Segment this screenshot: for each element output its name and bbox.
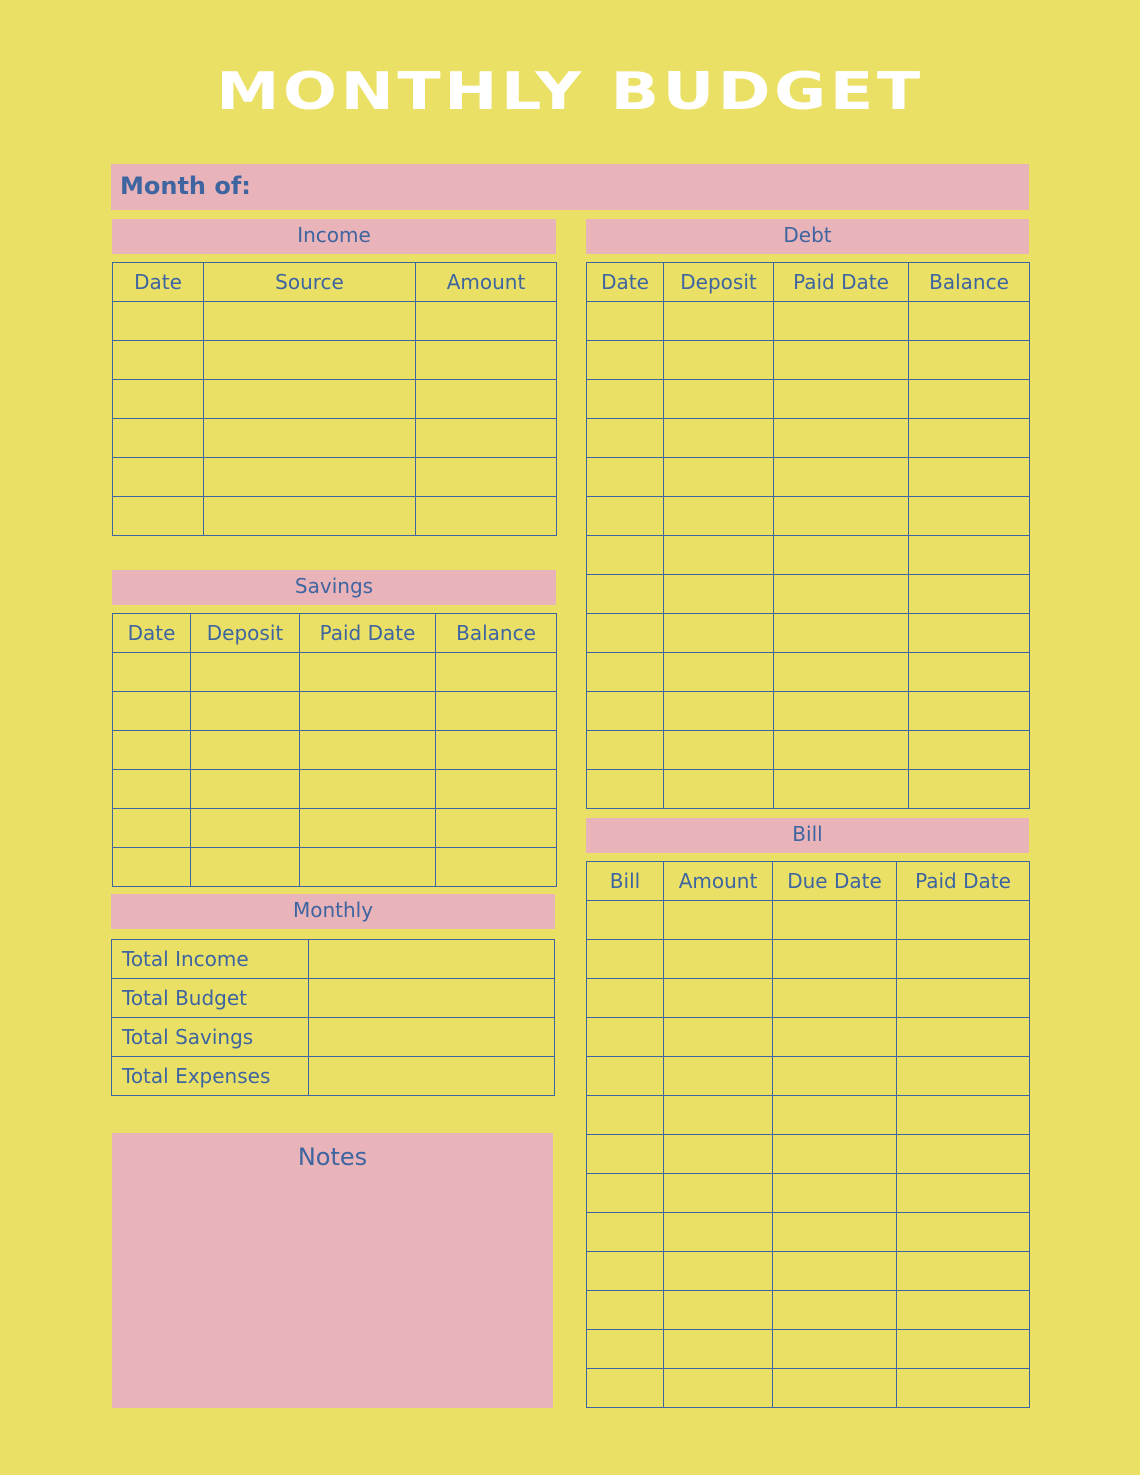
income-row-cell[interactable] <box>113 419 204 458</box>
debt-row-cell[interactable] <box>909 575 1030 614</box>
bill-row-cell[interactable] <box>664 1213 773 1252</box>
debt-header-date: Date <box>587 263 664 302</box>
debt-row-cell[interactable] <box>587 302 664 341</box>
debt-row <box>587 419 1030 458</box>
total-savings-label: Total Savings <box>112 1018 309 1057</box>
total-budget-value[interactable] <box>309 979 555 1018</box>
debt-row-cell[interactable] <box>587 653 664 692</box>
monthly-section-header: Monthly <box>111 894 555 929</box>
income-header-amount: Amount <box>416 263 557 302</box>
monthly-row-total-expenses <box>112 1057 555 1096</box>
monthly-row-total-budget <box>112 979 555 1018</box>
savings-row-cell[interactable] <box>436 653 557 692</box>
debt-row-cell[interactable] <box>774 302 909 341</box>
bill-header-due-date: Due Date <box>773 862 897 901</box>
debt-row-cell[interactable] <box>587 419 664 458</box>
bill-row-cell[interactable] <box>587 1291 664 1330</box>
income-row-cell[interactable] <box>416 302 557 341</box>
savings-row-cell[interactable] <box>300 848 436 887</box>
bill-row-cell[interactable] <box>587 1369 664 1408</box>
debt-row-cell[interactable] <box>587 380 664 419</box>
debt-row-cell[interactable] <box>587 458 664 497</box>
bill-row <box>587 1135 1030 1174</box>
bill-row-cell[interactable] <box>897 1213 1030 1252</box>
bill-row-cell[interactable] <box>897 1291 1030 1330</box>
debt-row-cell[interactable] <box>587 770 664 809</box>
bill-row-cell[interactable] <box>897 979 1030 1018</box>
debt-row-cell[interactable] <box>664 536 774 575</box>
bill-row <box>587 1174 1030 1213</box>
debt-row-cell[interactable] <box>664 653 774 692</box>
bill-row-cell[interactable] <box>773 979 897 1018</box>
debt-row-cell[interactable] <box>909 770 1030 809</box>
debt-row <box>587 536 1030 575</box>
bill-row-cell[interactable] <box>587 1135 664 1174</box>
bill-row-cell[interactable] <box>897 1252 1030 1291</box>
monthly-row-total-income <box>112 940 555 979</box>
bill-row-cell[interactable] <box>897 1057 1030 1096</box>
income-row-cell[interactable] <box>204 341 416 380</box>
debt-row-cell[interactable] <box>774 497 909 536</box>
income-row-cell[interactable] <box>416 380 557 419</box>
debt-row <box>587 497 1030 536</box>
savings-header-balance: Balance <box>436 614 557 653</box>
income-row <box>113 497 557 536</box>
savings-row-cell[interactable] <box>300 653 436 692</box>
debt-row-cell[interactable] <box>909 458 1030 497</box>
income-row-cell[interactable] <box>204 458 416 497</box>
income-table <box>112 262 557 536</box>
savings-row-cell[interactable] <box>300 770 436 809</box>
savings-row-cell[interactable] <box>191 770 300 809</box>
bill-row-cell[interactable] <box>773 1174 897 1213</box>
bill-row-cell[interactable] <box>664 1252 773 1291</box>
monthly-row-total-savings <box>112 1018 555 1057</box>
savings-row-cell[interactable] <box>191 653 300 692</box>
debt-row-cell[interactable] <box>774 380 909 419</box>
income-row <box>113 419 557 458</box>
bill-row-cell[interactable] <box>897 1135 1030 1174</box>
income-row-cell[interactable] <box>416 497 557 536</box>
debt-row-cell[interactable] <box>587 497 664 536</box>
bill-row-cell[interactable] <box>587 940 664 979</box>
debt-row <box>587 653 1030 692</box>
debt-row-cell[interactable] <box>664 380 774 419</box>
debt-row <box>587 302 1030 341</box>
debt-header-paid-date: Paid Date <box>774 263 909 302</box>
total-savings-value[interactable] <box>309 1018 555 1057</box>
income-section-header: Income <box>112 219 556 254</box>
bill-row-cell[interactable] <box>664 940 773 979</box>
debt-row-cell[interactable] <box>774 731 909 770</box>
bill-row-cell[interactable] <box>587 1057 664 1096</box>
income-row-cell[interactable] <box>416 419 557 458</box>
savings-row-cell[interactable] <box>191 809 300 848</box>
bill-row <box>587 940 1030 979</box>
debt-row-cell[interactable] <box>909 302 1030 341</box>
debt-row-cell[interactable] <box>587 692 664 731</box>
debt-row-cell[interactable] <box>587 536 664 575</box>
savings-table <box>112 613 557 887</box>
notes-box[interactable] <box>112 1133 553 1408</box>
savings-row-cell[interactable] <box>191 731 300 770</box>
debt-row <box>587 614 1030 653</box>
savings-header-paid-date: Paid Date <box>300 614 436 653</box>
debt-row-cell[interactable] <box>664 419 774 458</box>
savings-row-cell[interactable] <box>436 770 557 809</box>
bill-row-cell[interactable] <box>587 1018 664 1057</box>
debt-row-cell[interactable] <box>909 692 1030 731</box>
income-row-cell[interactable] <box>204 302 416 341</box>
bill-row-cell[interactable] <box>773 901 897 940</box>
debt-row <box>587 692 1030 731</box>
savings-row-cell[interactable] <box>191 692 300 731</box>
savings-row <box>113 653 557 692</box>
total-budget-label: Total Budget <box>112 979 309 1018</box>
bill-table <box>586 861 1030 1408</box>
debt-row-cell[interactable] <box>664 497 774 536</box>
bill-row <box>587 1330 1030 1369</box>
income-row <box>113 458 557 497</box>
savings-row-cell[interactable] <box>113 692 191 731</box>
savings-row-cell[interactable] <box>300 731 436 770</box>
debt-row-cell[interactable] <box>664 692 774 731</box>
income-row-cell[interactable] <box>113 458 204 497</box>
debt-row-cell[interactable] <box>909 731 1030 770</box>
bill-row-cell[interactable] <box>664 1135 773 1174</box>
debt-row <box>587 458 1030 497</box>
debt-row-cell[interactable] <box>664 575 774 614</box>
savings-row <box>113 848 557 887</box>
debt-table <box>586 262 1030 809</box>
bill-row-cell[interactable] <box>773 1096 897 1135</box>
savings-row-cell[interactable] <box>300 692 436 731</box>
savings-row-cell[interactable] <box>436 848 557 887</box>
bill-header-bill: Bill <box>587 862 664 901</box>
debt-row-cell[interactable] <box>774 341 909 380</box>
debt-row-cell[interactable] <box>587 341 664 380</box>
bill-row-cell[interactable] <box>664 1174 773 1213</box>
income-row-cell[interactable] <box>113 497 204 536</box>
bill-row-cell[interactable] <box>897 1330 1030 1369</box>
debt-row-cell[interactable] <box>774 419 909 458</box>
bill-row-cell[interactable] <box>773 1252 897 1291</box>
debt-row-cell[interactable] <box>774 536 909 575</box>
savings-row-cell[interactable] <box>113 731 191 770</box>
savings-header-date: Date <box>113 614 191 653</box>
bill-row-cell[interactable] <box>664 1057 773 1096</box>
savings-row-cell[interactable] <box>113 653 191 692</box>
debt-row-cell[interactable] <box>774 653 909 692</box>
debt-row-cell[interactable] <box>664 770 774 809</box>
total-expenses-value[interactable] <box>309 1057 555 1096</box>
bill-row-cell[interactable] <box>773 1135 897 1174</box>
monthly-summary-table <box>111 939 555 1096</box>
bill-row <box>587 1018 1030 1057</box>
bill-row-cell[interactable] <box>664 1291 773 1330</box>
bill-row-cell[interactable] <box>664 1096 773 1135</box>
income-row-cell[interactable] <box>113 341 204 380</box>
debt-row-cell[interactable] <box>774 770 909 809</box>
income-row-cell[interactable] <box>416 458 557 497</box>
bill-row-cell[interactable] <box>664 979 773 1018</box>
debt-row <box>587 770 1030 809</box>
bill-row-cell[interactable] <box>773 1057 897 1096</box>
debt-header-balance: Balance <box>909 263 1030 302</box>
bill-row-cell[interactable] <box>897 1369 1030 1408</box>
savings-row-cell[interactable] <box>436 692 557 731</box>
income-header-date: Date <box>113 263 204 302</box>
bill-row-cell[interactable] <box>773 1369 897 1408</box>
income-row-cell[interactable] <box>204 380 416 419</box>
bill-row <box>587 901 1030 940</box>
bill-row-cell[interactable] <box>664 1369 773 1408</box>
bill-row-cell[interactable] <box>773 1330 897 1369</box>
bill-section-header: Bill <box>586 818 1029 853</box>
bill-row-cell[interactable] <box>587 1213 664 1252</box>
bill-header-amount: Amount <box>664 862 773 901</box>
debt-row-cell[interactable] <box>774 614 909 653</box>
debt-row-cell[interactable] <box>909 497 1030 536</box>
debt-row-cell[interactable] <box>664 341 774 380</box>
savings-row-cell[interactable] <box>436 809 557 848</box>
income-header-source: Source <box>204 263 416 302</box>
bill-row <box>587 979 1030 1018</box>
debt-row-cell[interactable] <box>774 692 909 731</box>
bill-row-cell[interactable] <box>773 1018 897 1057</box>
bill-row-cell[interactable] <box>664 1018 773 1057</box>
bill-header-paid-date: Paid Date <box>897 862 1030 901</box>
bill-row <box>587 1369 1030 1408</box>
savings-row-cell[interactable] <box>300 809 436 848</box>
debt-row-cell[interactable] <box>909 380 1030 419</box>
bill-row-cell[interactable] <box>664 901 773 940</box>
savings-row-cell[interactable] <box>113 809 191 848</box>
income-row-cell[interactable] <box>204 497 416 536</box>
income-row-cell[interactable] <box>113 302 204 341</box>
debt-row <box>587 341 1030 380</box>
income-row <box>113 302 557 341</box>
debt-row <box>587 380 1030 419</box>
income-row <box>113 341 557 380</box>
bill-row-cell[interactable] <box>897 1174 1030 1213</box>
debt-row-cell[interactable] <box>587 575 664 614</box>
debt-row-cell[interactable] <box>664 614 774 653</box>
savings-row-cell[interactable] <box>436 731 557 770</box>
bill-row <box>587 1291 1030 1330</box>
bill-row-cell[interactable] <box>587 979 664 1018</box>
savings-row <box>113 692 557 731</box>
debt-row-cell[interactable] <box>909 536 1030 575</box>
debt-row-cell[interactable] <box>774 575 909 614</box>
savings-row <box>113 770 557 809</box>
bill-row-cell[interactable] <box>587 1174 664 1213</box>
income-row-cell[interactable] <box>113 380 204 419</box>
bill-row-cell[interactable] <box>897 940 1030 979</box>
savings-row-cell[interactable] <box>191 848 300 887</box>
savings-row <box>113 731 557 770</box>
debt-section-header: Debt <box>586 219 1029 254</box>
bill-row-cell[interactable] <box>897 1018 1030 1057</box>
income-row <box>113 380 557 419</box>
debt-row-cell[interactable] <box>587 731 664 770</box>
total-income-value[interactable] <box>309 940 555 979</box>
bill-row-cell[interactable] <box>587 1096 664 1135</box>
bill-row-cell[interactable] <box>587 901 664 940</box>
savings-header-deposit: Deposit <box>191 614 300 653</box>
debt-row <box>587 575 1030 614</box>
savings-row <box>113 809 557 848</box>
notes-title: Notes <box>297 1143 368 1171</box>
page-title: MONTHLY BUDGET <box>216 62 924 122</box>
total-expenses-label: Total Expenses <box>112 1057 309 1096</box>
debt-row-cell[interactable] <box>664 302 774 341</box>
debt-row-cell[interactable] <box>587 614 664 653</box>
debt-row-cell[interactable] <box>774 458 909 497</box>
bill-row <box>587 1213 1030 1252</box>
savings-row-cell[interactable] <box>113 770 191 809</box>
bill-row-cell[interactable] <box>897 1096 1030 1135</box>
bill-row <box>587 1252 1030 1291</box>
income-row-cell[interactable] <box>204 419 416 458</box>
debt-header-deposit: Deposit <box>664 263 774 302</box>
bill-row-cell[interactable] <box>897 901 1030 940</box>
bill-row-cell[interactable] <box>587 1330 664 1369</box>
debt-row-cell[interactable] <box>909 614 1030 653</box>
debt-row <box>587 731 1030 770</box>
savings-row-cell[interactable] <box>113 848 191 887</box>
debt-row-cell[interactable] <box>909 419 1030 458</box>
bill-row-cell[interactable] <box>773 1213 897 1252</box>
bill-row-cell[interactable] <box>664 1330 773 1369</box>
month-of-field[interactable]: Month of: <box>111 164 1029 210</box>
bill-row <box>587 1057 1030 1096</box>
debt-row-cell[interactable] <box>909 341 1030 380</box>
bill-row-cell[interactable] <box>587 1252 664 1291</box>
total-income-label: Total Income <box>112 940 309 979</box>
bill-row-cell[interactable] <box>773 940 897 979</box>
bill-row-cell[interactable] <box>773 1291 897 1330</box>
savings-section-header: Savings <box>112 570 556 605</box>
income-row-cell[interactable] <box>416 341 557 380</box>
bill-row <box>587 1096 1030 1135</box>
debt-row-cell[interactable] <box>909 653 1030 692</box>
debt-row-cell[interactable] <box>664 458 774 497</box>
debt-row-cell[interactable] <box>664 731 774 770</box>
